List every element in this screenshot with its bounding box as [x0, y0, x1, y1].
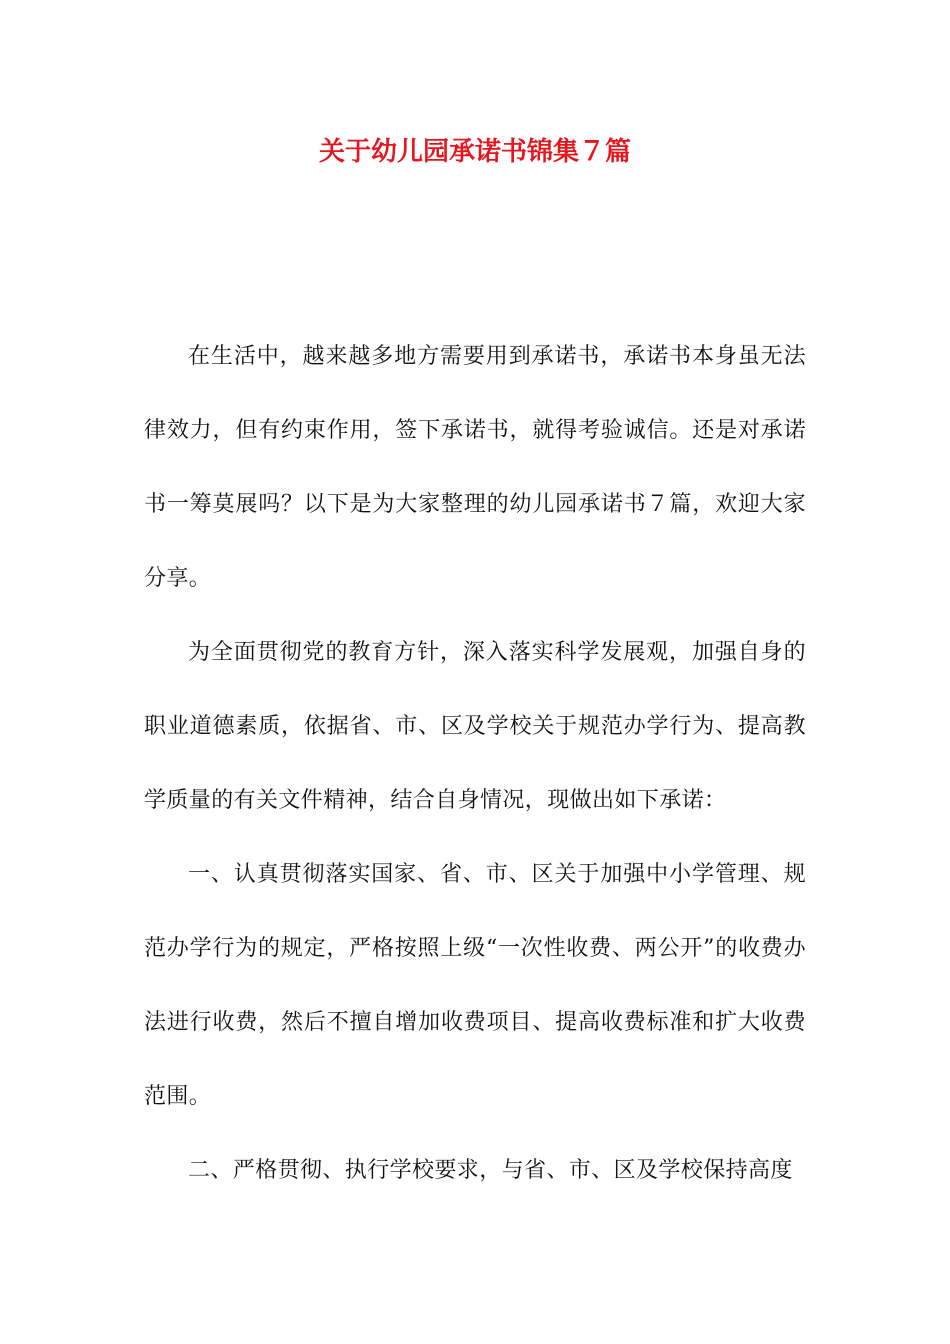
paragraph-item-two: 二、严格贯彻、执行学校要求，与省、市、区及学校保持高度: [188, 1158, 793, 1183]
document-body: [144, 320, 806, 1208]
document-title: 关于幼儿园承诺书锦集７篇: [318, 137, 631, 167]
paragraph-intro: 在生活中，越来越多地方需要用到承诺书，承诺书本身虽无法律效力，但有约束作用，签下承诺书，就得考验诚信。还是对承诺书一筹莫展吗？以下是为大家整理的幼儿园承诺书７篇，欢迎大家分享。: [144, 344, 806, 591]
paragraph-commitment-preamble: 为全面贯彻党的教育方针，深入落实科学发展观，加强自身的职业道德素质，依据省、市、区及学校关于规范办学行为、提高教学质量的有关文件精神，结合自身情况，现做出如下承诺：: [144, 640, 806, 813]
paragraph-item-one: 一、认真贯彻落实国家、省、市、区关于加强中小学管理、规范办学行为的规定，严格按照上级“一次性收费、两公开”的收费办法进行收费，然后不擅自增加收费项目、提高收费标准和扩大收费范围。: [144, 862, 806, 1109]
